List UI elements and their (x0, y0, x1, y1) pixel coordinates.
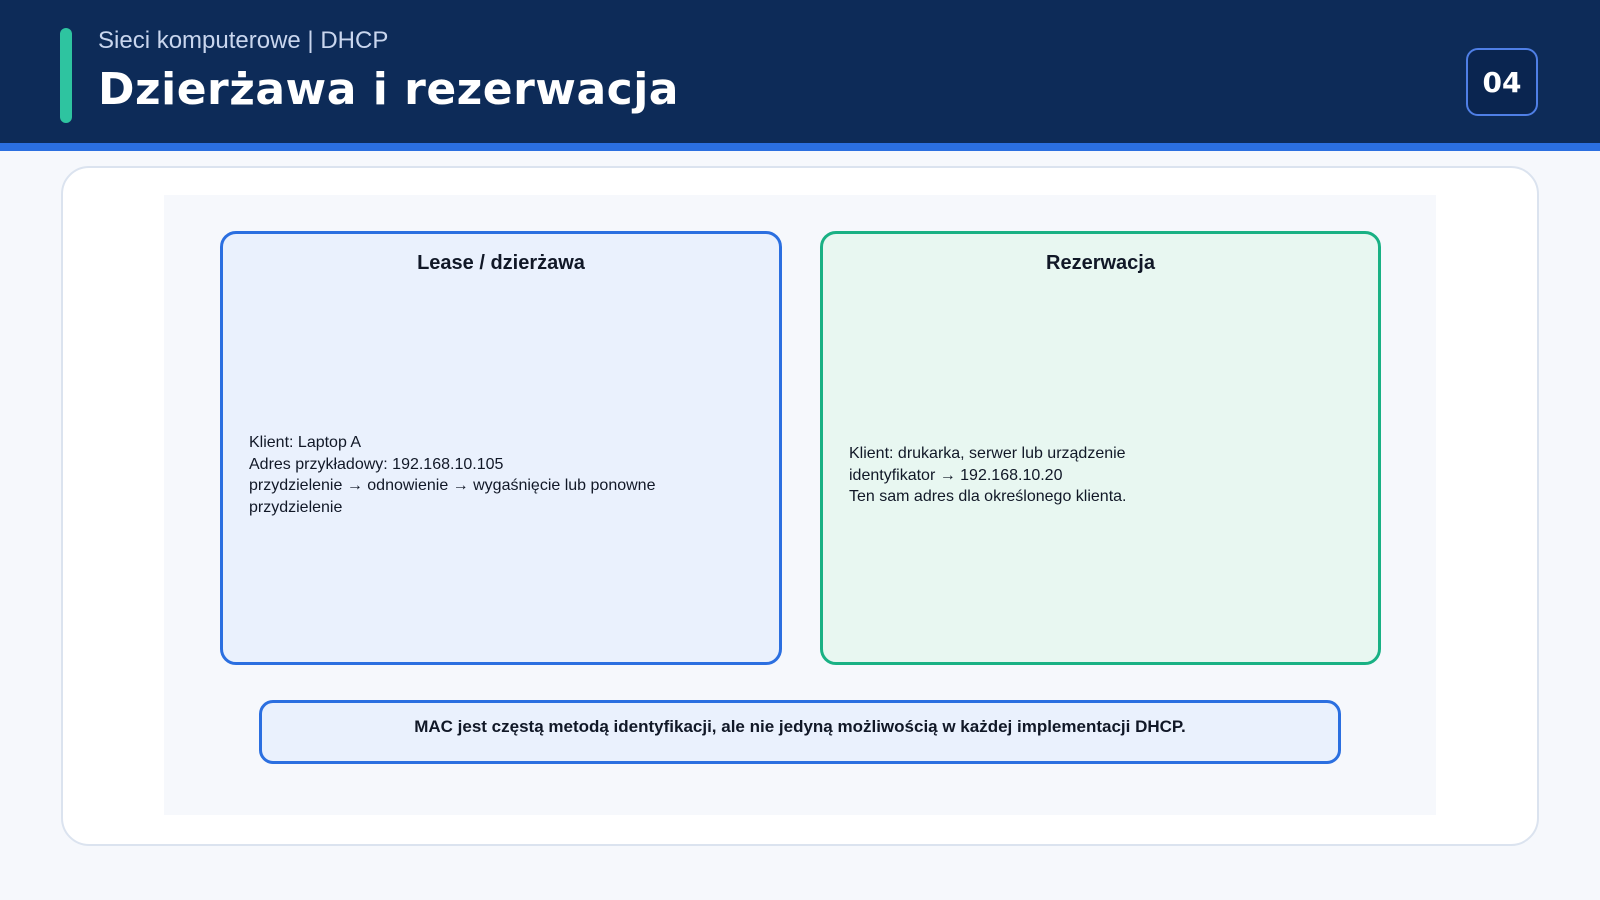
identification-note: MAC jest częstą metodą identyfikacji, ale nie jedyną możliwością w każdej implementacji DHCP. (259, 700, 1341, 764)
header-divider (0, 143, 1600, 151)
lease-panel-title: Lease / dzierżawa (417, 252, 585, 274)
reservation-mapping-line: identyfikator → 192.168.10.20 (849, 466, 1063, 484)
slide-subtitle: Sieci komputerowe | DHCP (98, 27, 389, 54)
lease-panel (220, 231, 782, 665)
reservation-panel-title: Rezerwacja (1046, 252, 1155, 274)
reservation-description-line: Ten sam adres dla określonego klienta. (849, 488, 1127, 505)
reservation-panel (820, 231, 1381, 665)
reservation-client-line: Klient: drukarka, serwer lub urządzenie (849, 445, 1126, 462)
lease-client-line: Klient: Laptop A (249, 434, 362, 451)
title-accent-bar (60, 28, 72, 123)
lease-lifecycle-line: przydzielenie → odnowienie → wygaśnięcie lub ponowne przydzielenie (249, 477, 656, 516)
lease-panel-body (249, 432, 719, 518)
page-number-badge: 04 (1466, 48, 1538, 116)
slide-title: Dzierżawa i rezerwacja (98, 64, 680, 115)
reservation-panel-body (849, 443, 1318, 508)
lease-address-line: Adres przykładowy: 192.168.10.105 (249, 455, 504, 473)
